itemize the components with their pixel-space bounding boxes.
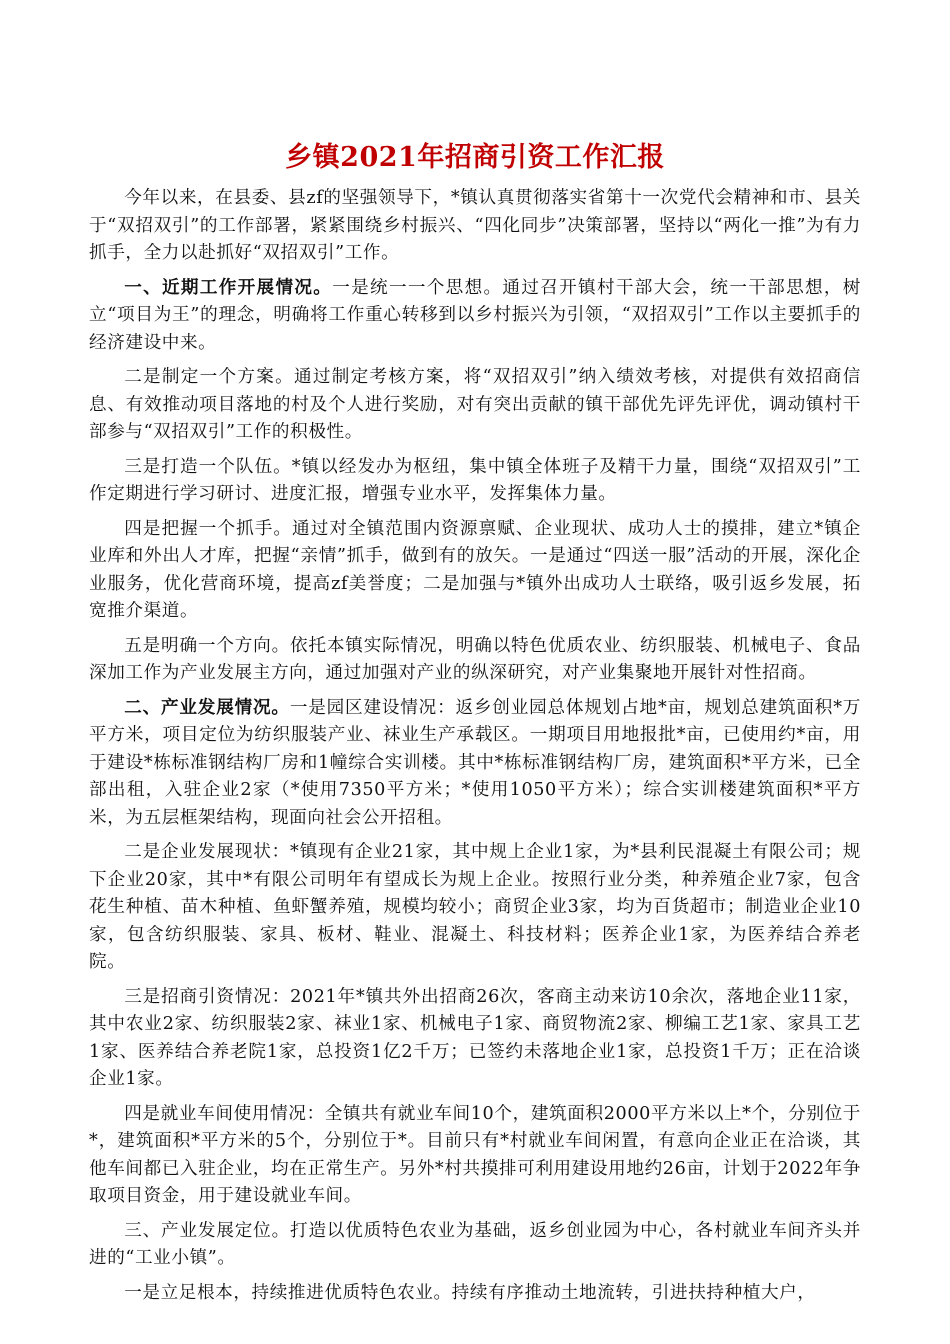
section-heading: 二、产业发展情况。: [124, 696, 290, 718]
paragraph-intro: 今年以来，在县委、县zf的坚强领导下，*镇认真贯彻落实省第十一次党代会精神和市、县关于“双招双引”的工作部署，紧紧围绕乡村振兴、“四化同步”决策部署，坚持以“两化一推”为有力抓手，全力以赴抓好“双招双引”工作。: [89, 188, 861, 263]
section-heading: 一、近期工作开展情况。: [124, 276, 333, 298]
paragraph: 五是明确一个方向。依托本镇实际情况，明确以特色优质农业、纺织服装、机械电子、食品深加工作为产业发展主方向，通过加强对产业的纵深研究，对产业集聚地开展针对性招商。: [89, 635, 861, 683]
paragraph: 三是招商引资情况：2021年*镇共外出招商26次，客商主动来访10余次，落地企业11家，其中农业2家、纺织服装2家、袜业1家、机械电子1家、商贸物流2家、柳编工艺1家、家具工艺1家、医养结合养老院1家，总投资1亿2千万；已签约未落地企业1家，总投资1千万；正在洽谈企业1家。: [89, 986, 861, 1089]
paragraph-section-1: 一、近期工作开展情况。一是统一一个思想。通过召开镇村干部大会，统一干部思想，树立“项目为王”的理念，明确将工作重心转移到以乡村振兴为引领，“双招双引”工作以主要抓手的经济建设中来。: [89, 276, 861, 353]
paragraph: 四是就业车间使用情况：全镇共有就业车间10个，建筑面积2000平方米以上*个，分别位于*，建筑面积*平方米的5个，分别位于*。目前只有*村就业车间闲置，有意向企业正在洽谈，其他车间都已入驻企业，均在正常生产。另外*村共摸排可利用建设用地约26亩，计划于2022年争取项目资金，用于建设就业车间。: [89, 1103, 861, 1206]
document-title: 乡镇2021年招商引资工作汇报: [285, 142, 665, 173]
paragraph: 四是把握一个抓手。通过对全镇范围内资源禀赋、企业现状、成功人士的摸排，建立*镇企业库和外出人才库，把握“亲情”抓手，做到有的放矢。一是通过“四送一服”活动的开展，深化企业服务，优化营商环境，提高zf美誉度；二是加强与*镇外出成功人士联络，吸引返乡发展，拓宽推介渠道。: [89, 518, 861, 621]
paragraph-section-3: 三、产业发展定位。打造以优质特色农业为基础，返乡创业园为中心，各村就业车间齐头并进的“工业小镇”。: [89, 1220, 861, 1268]
paragraph: 二是制定一个方案。通过制定考核方案，将“双招双引”纳入绩效考核，对提供有效招商信息、有效推动项目落地的村及个人进行奖励，对有突出贡献的镇干部优先评先评优，调动镇村干部参与“双招双引”工作的积极性。: [89, 367, 861, 442]
paragraph-section-2: 二、产业发展情况。一是园区建设情况：返乡创业园总体规划占地*亩，规划总建筑面积*万平方米，项目定位为纺织服装产业、袜业生产承载区。一期项目用地报批*亩，已使用约*亩，用于建设*栋标准钢结构厂房和1幢综合实训楼。其中*栋标准钢结构厂房，建筑面积*平方米，已全部出租，入驻企业2家（*使用7350平方米；*使用1050平方米）；综合实训楼建筑面积*平方米，为五层框架结构，现面向社会公开招租。: [89, 696, 862, 828]
paragraph: 三是打造一个队伍。*镇以经发办为枢纽，集中镇全体班子及精干力量，围绕“双招双引”工作定期进行学习研讨、进度汇报，增强专业水平，发挥集体力量。: [89, 456, 861, 504]
paragraph: 二是企业发展现状：*镇现有企业21家，其中规上企业1家，为*县利民混凝土有限公司；规下企业20家，其中*有限公司明年有望成长为规上企业。按照行业分类，种养殖企业7家，包含花生种植、苗木种植、鱼虾蟹养殖，规模均较小；商贸企业3家，均为百货超市；制造业企业10家，包含纺织服装、家具、板材、鞋业、混凝土、科技材料；医养企业1家，为医养结合养老院。: [89, 842, 861, 972]
paragraph: 一是立足根本，持续推进优质特色农业。持续有序推动土地流转，引进扶持种植大户，: [124, 1282, 816, 1303]
